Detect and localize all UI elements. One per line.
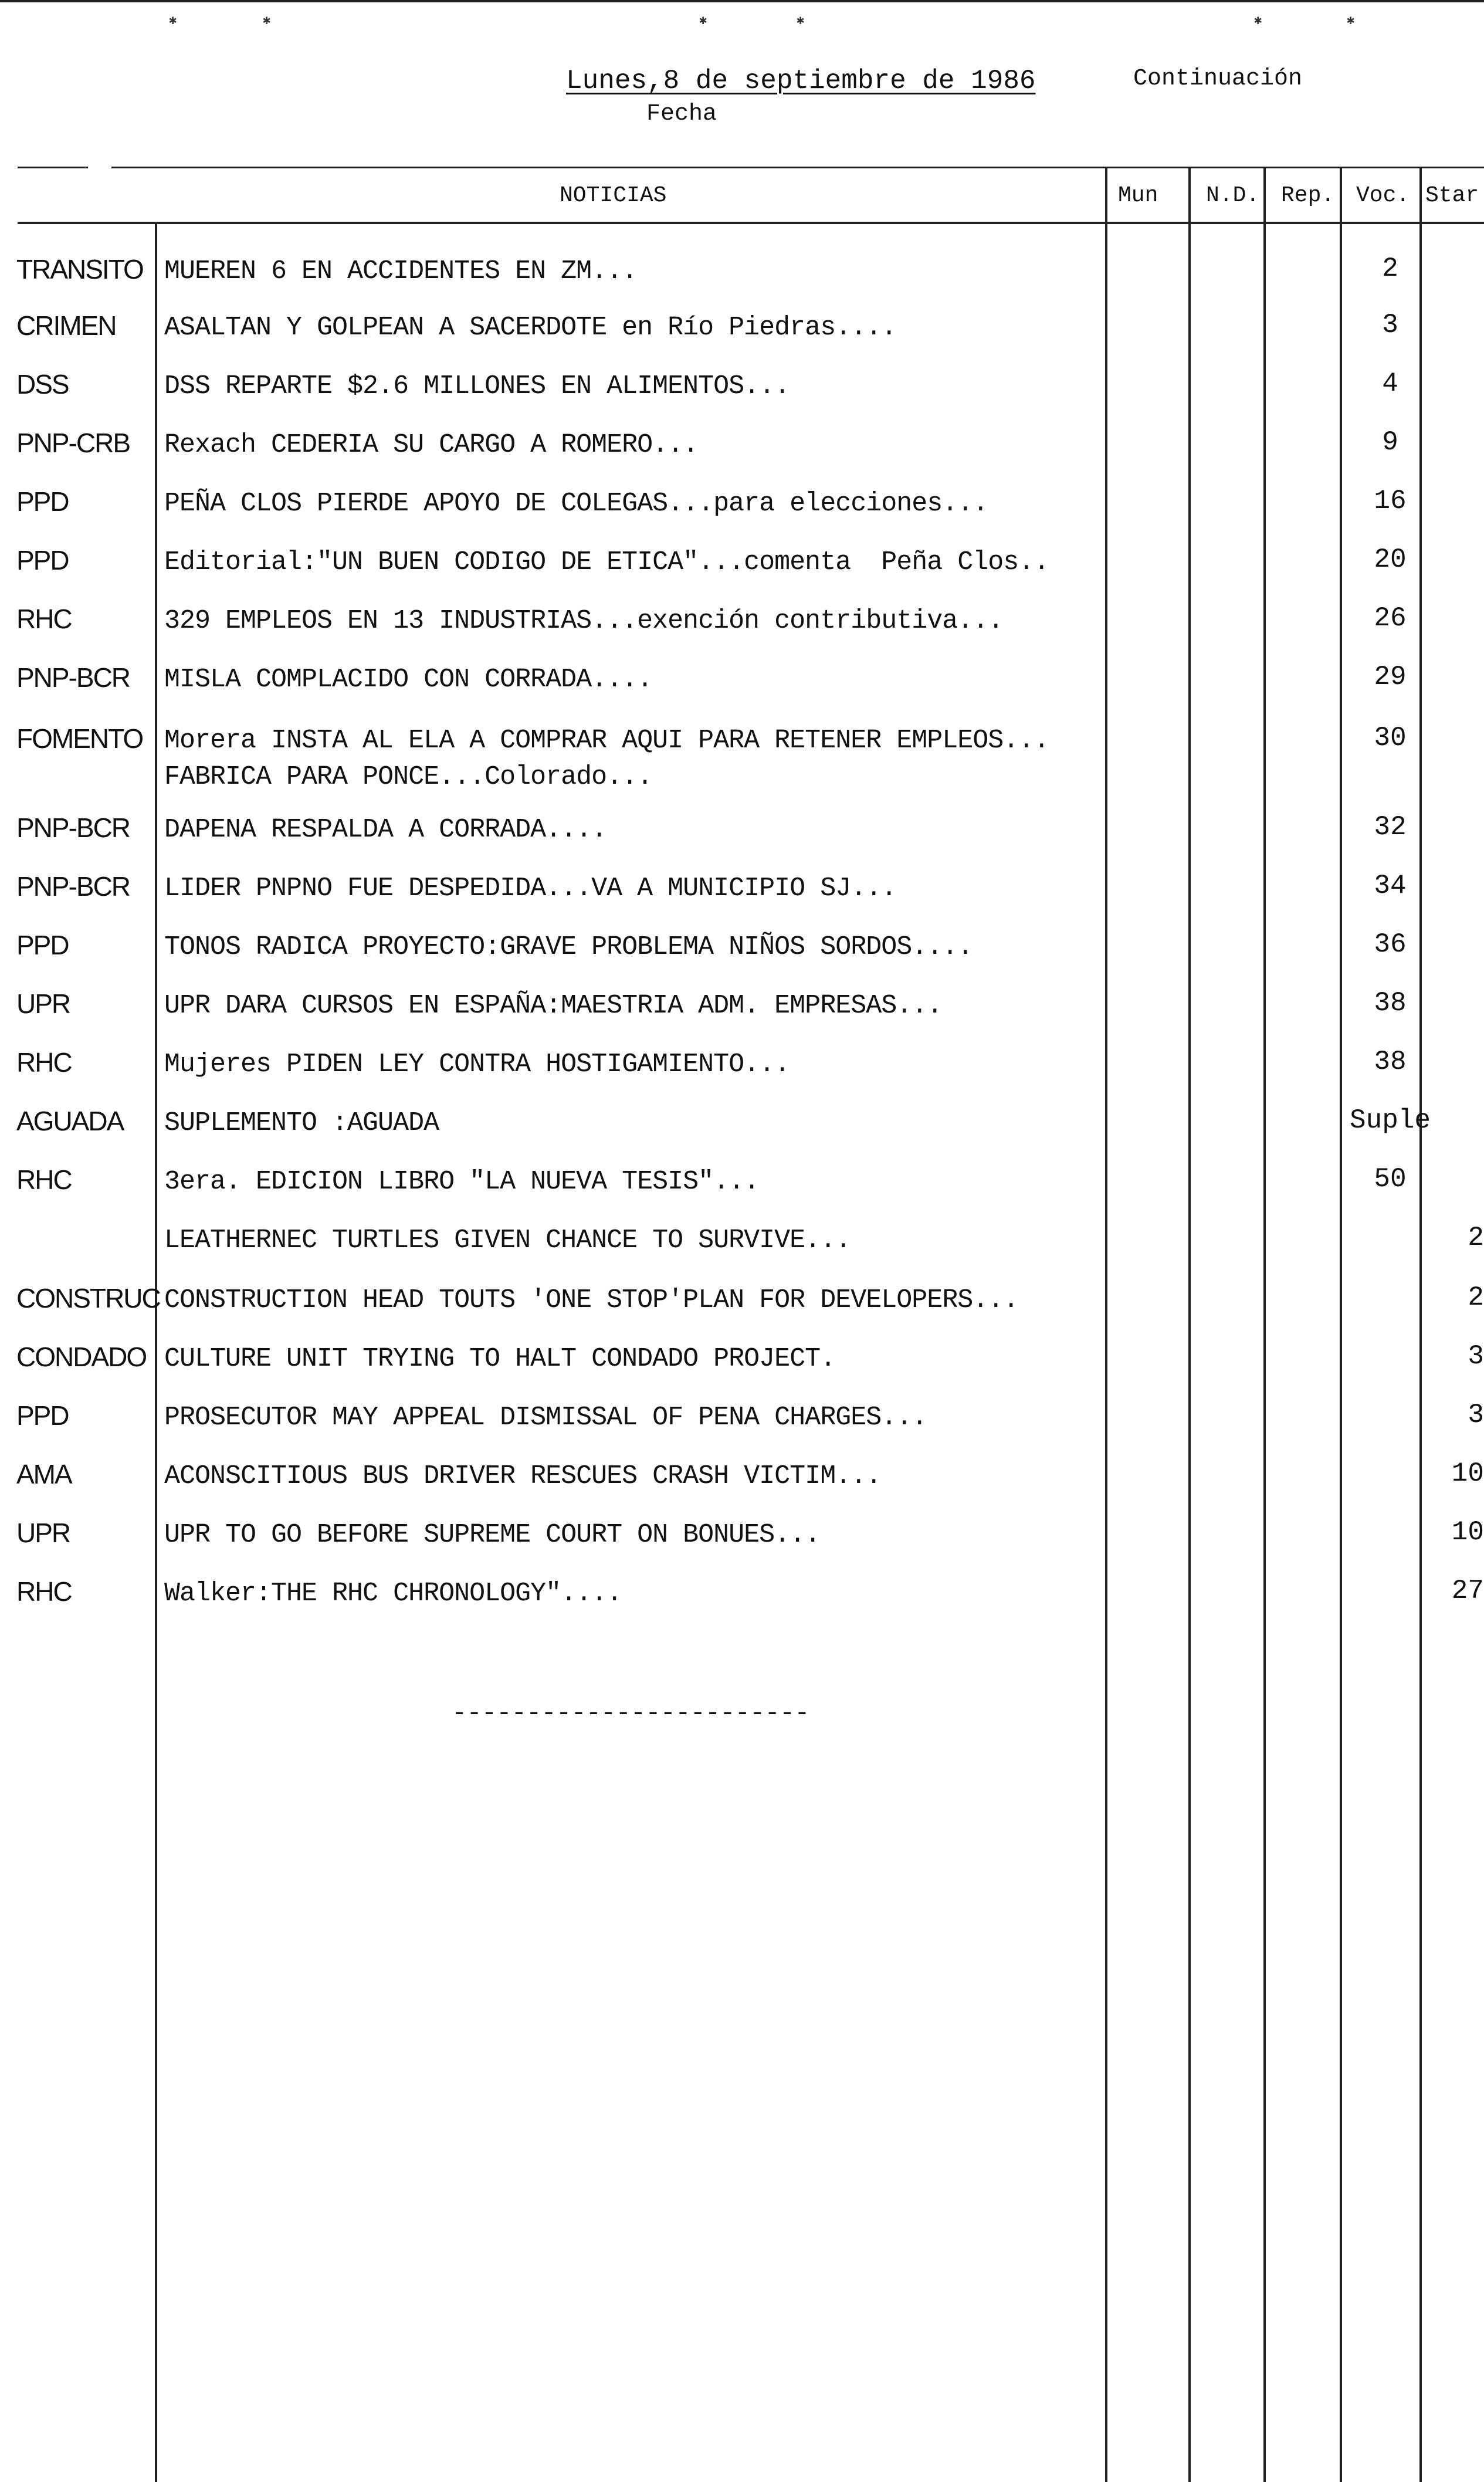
row-voc-page: 30 <box>1374 723 1407 753</box>
row-star-page: 10 <box>1451 1458 1484 1489</box>
scan-speck: ✱ <box>1254 13 1262 28</box>
row-headline: CONSTRUCTION HEAD TOUTS 'ONE STOP'PLAN FOR DEVELOPERS... <box>164 1285 1019 1315</box>
end-marker: ------------------------ <box>452 1699 809 1728</box>
column-header-voc: Voc. <box>1356 183 1410 208</box>
row-voc-page: 26 <box>1374 603 1407 634</box>
row-category: PPD <box>16 1400 69 1431</box>
row-headline: Rexach CEDERIA SU CARGO A ROMERO... <box>164 430 699 460</box>
table-row <box>0 603 1484 659</box>
row-category: PPD <box>16 545 69 575</box>
row-headline: UPR TO GO BEFORE SUPREME COURT ON BONUES... <box>164 1520 821 1550</box>
scan-speck: ✱ <box>263 13 271 28</box>
row-headline: SUPLEMENTO :AGUADA <box>164 1108 439 1138</box>
row-star-page: 3 <box>1468 1341 1484 1372</box>
row-headline: UPR DARA CURSOS EN ESPAÑA:MAESTRIA ADM. EMPRESAS... <box>164 991 943 1021</box>
row-voc-page: Suple <box>1349 1105 1431 1136</box>
row-headline: LEATHERNEC TURTLES GIVEN CHANCE TO SURVIVE... <box>164 1225 851 1255</box>
table-row <box>0 1517 1484 1573</box>
table-row <box>0 427 1484 483</box>
column-header-star: Star <box>1425 183 1479 208</box>
table-row <box>0 310 1484 366</box>
column-header-mun: Mun <box>1118 183 1158 208</box>
row-headline: DAPENA RESPALDA A CORRADA.... <box>164 815 607 845</box>
table-row <box>0 1105 1484 1162</box>
header-rule-short <box>18 167 88 168</box>
row-voc-page: 50 <box>1374 1164 1407 1194</box>
header-rule-top <box>111 167 1484 168</box>
row-voc-page: 34 <box>1374 871 1407 901</box>
table-row <box>0 544 1484 601</box>
column-header-rep: Rep. <box>1281 183 1335 208</box>
row-category: CRIMEN <box>16 310 116 341</box>
row-headline: 3era. EDICION LIBRO "LA NUEVA TESIS"... <box>164 1167 760 1197</box>
table-row <box>0 988 1484 1044</box>
row-headline: TONOS RADICA PROYECTO:GRAVE PROBLEMA NIÑOS SORDOS.... <box>164 932 973 962</box>
scan-speck: ✱ <box>1347 13 1355 28</box>
row-headline: MUEREN 6 EN ACCIDENTES EN ZM... <box>164 256 638 286</box>
row-headline: Mujeres PIDEN LEY CONTRA HOSTIGAMIENTO... <box>164 1049 790 1079</box>
row-category: DSS <box>16 369 69 399</box>
column-header-nd: N.D. <box>1206 183 1260 208</box>
row-category: PPD <box>16 930 69 960</box>
table-row <box>0 1458 1484 1515</box>
row-category: UPR <box>16 988 70 1019</box>
table-row <box>0 1341 1484 1397</box>
row-star-page: 10 <box>1451 1517 1484 1548</box>
row-headline: 329 EMPLEOS EN 13 INDUSTRIAS...exención contributiva... <box>164 606 1004 636</box>
table-row <box>0 1047 1484 1103</box>
row-category: PNP-CRB <box>16 428 130 458</box>
row-category: AGUADA <box>16 1106 124 1136</box>
row-category: PNP-BCR <box>16 662 130 693</box>
row-voc-page: 29 <box>1374 662 1407 692</box>
row-category: PNP-BCR <box>16 871 130 902</box>
scan-speck: ✱ <box>169 13 177 28</box>
row-category: RHC <box>16 604 72 634</box>
row-category: PPD <box>16 486 69 517</box>
row-voc-page: 38 <box>1374 988 1407 1018</box>
row-category: FOMENTO <box>16 723 143 754</box>
table-row <box>0 1223 1484 1279</box>
table-row <box>0 1164 1484 1220</box>
table-row <box>0 253 1484 310</box>
row-headline: MISLA COMPLACIDO CON CORRADA.... <box>164 665 653 695</box>
row-voc-page: 3 <box>1382 310 1398 340</box>
table-row <box>0 486 1484 542</box>
table-row <box>0 929 1484 986</box>
row-category: AMA <box>16 1459 72 1489</box>
table-row <box>0 368 1484 425</box>
row-category: CONSTRUC <box>16 1283 160 1313</box>
table-row <box>0 1576 1484 1632</box>
row-headline: ASALTAN Y GOLPEAN A SACERDOTE en Río Piedras.... <box>164 313 897 343</box>
row-headline: LIDER PNPNO FUE DESPEDIDA...VA A MUNICIPIO SJ... <box>164 873 897 903</box>
row-category: UPR <box>16 1518 70 1548</box>
scan-speck: ✱ <box>797 13 805 28</box>
row-category: TRANSITO <box>16 254 143 285</box>
row-star-page: 2 <box>1468 1223 1484 1253</box>
table-row <box>0 1282 1484 1339</box>
date-caption: Fecha <box>646 101 717 127</box>
row-star-page: 3 <box>1468 1400 1484 1430</box>
row-category: RHC <box>16 1576 72 1607</box>
row-category: RHC <box>16 1047 72 1078</box>
column-header-noticias: NOTICIAS <box>560 183 667 208</box>
row-voc-page: 16 <box>1374 486 1407 516</box>
row-headline: Walker:THE RHC CHRONOLOGY".... <box>164 1579 622 1609</box>
row-category: RHC <box>16 1164 72 1195</box>
row-headline: DSS REPARTE $2.6 MILLONES EN ALIMENTOS... <box>164 371 790 401</box>
row-headline: Morera INSTA AL ELA A COMPRAR AQUI PARA RETENER EMPLEOS... FABRICA PARA PONCE...Colorado... <box>164 726 1049 792</box>
row-voc-page: 38 <box>1374 1047 1407 1077</box>
row-voc-page: 9 <box>1382 427 1398 458</box>
table-row <box>0 662 1484 718</box>
row-voc-page: 4 <box>1382 368 1398 399</box>
continuation-label: Continuación <box>1133 66 1303 92</box>
row-voc-page: 36 <box>1374 929 1407 960</box>
row-voc-page: 20 <box>1374 544 1407 575</box>
table-row <box>0 812 1484 868</box>
table-row <box>0 723 1484 792</box>
table-row <box>0 1400 1484 1456</box>
row-category: PNP-BCR <box>16 812 130 843</box>
top-border <box>0 0 1484 2</box>
row-star-page: 27 <box>1451 1576 1484 1606</box>
row-headline: PEÑA CLOS PIERDE APOYO DE COLEGAS...para elecciones... <box>164 489 988 519</box>
row-headline: CULTURE UNIT TRYING TO HALT CONDADO PROJECT. <box>164 1344 836 1374</box>
row-star-page: 2 <box>1468 1282 1484 1313</box>
row-voc-page: 32 <box>1374 812 1407 842</box>
scan-speck: ✱ <box>699 13 707 28</box>
row-headline: PROSECUTOR MAY APPEAL DISMISSAL OF PENA CHARGES... <box>164 1403 927 1433</box>
row-voc-page: 2 <box>1382 253 1398 284</box>
row-headline: Editorial:"UN BUEN CODIGO DE ETICA"...comenta Peña Clos.. <box>164 547 1049 577</box>
row-category: CONDADO <box>16 1342 147 1372</box>
row-headline: ACONSCITIOUS BUS DRIVER RESCUES CRASH VICTIM... <box>164 1461 882 1491</box>
table-row <box>0 871 1484 927</box>
report-date-text: Lunes,8 de septiembre de 1986 <box>566 66 1036 96</box>
report-date <box>566 66 1036 96</box>
